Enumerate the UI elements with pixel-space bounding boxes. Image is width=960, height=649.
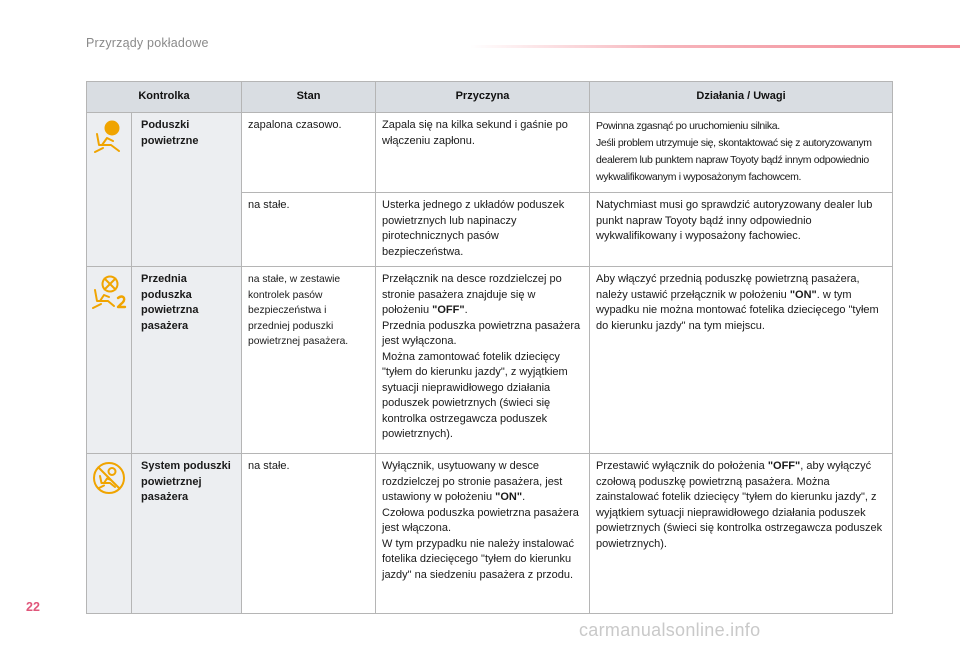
cause-paragraph: Można zamontować fotelik dziecięcy "tyłem do kierunku jazdy", z wyjątkiem sytuacji nieprawidłowego działania poduszek powietrznych (świeci się kontrolka ostrzegawcza poduszek powietrznych).: [382, 350, 568, 440]
cause-paragraph: Czołowa poduszka powietrzna pasażera jest włączona.: [382, 506, 579, 534]
airbag-system-fault-icon: [91, 460, 127, 496]
cause-text: .: [464, 304, 468, 316]
icon-cell: [87, 113, 132, 267]
action-text: Przestawić wyłącznik do położenia: [596, 460, 768, 472]
table-row: [87, 113, 893, 193]
airbag-person-icon: [91, 119, 127, 155]
action-cell: [590, 113, 893, 193]
cause-paragraph: [382, 459, 583, 506]
column-header-stan: Stan: [242, 82, 376, 113]
cause-cell: Usterka jednego z układów poduszek powietrznych lub napinaczy pirotechnicznych pasów bezpieczeństwa.: [376, 193, 590, 267]
action-cell: [590, 267, 893, 454]
cause-paragraph: Przednia poduszka powietrzna pasażera jest wyłączona.: [382, 319, 581, 347]
action-cell: [590, 454, 893, 614]
cause-switch-position: "OFF": [432, 304, 465, 316]
action-text: Aby włączyć przednią poduszkę powietrzną pasażera, należy ustawić przełącznik w położeniu: [596, 273, 860, 301]
action-text: , aby wyłączyć czołową poduszkę powietrzną pasażera. Można zainstalować fotelik dziecięcy "tyłem do kierunku jazdy", z wyjątkiem sytuacji nieprawidłowego działania poduszek powietrznych (świeci się kontrolka ostrzegawcza poduszek powietrznych).: [596, 460, 883, 550]
cause-text: .: [522, 491, 526, 503]
action-line: Jeśli problem utrzymuje się, skontaktować się z autoryzowanym dealerem lub punktem napraw Toyoty bądź innym odpowiednio wykwalifikowanym i wyposażonym fachowcem.: [596, 137, 872, 183]
icon-cell: [87, 454, 132, 614]
table-row: [87, 267, 893, 454]
state-cell: na stałe.: [242, 193, 376, 267]
state-cell: zapalona czasowo.: [242, 113, 376, 193]
watermark: carmanualsonline.info: [579, 620, 761, 640]
state-cell: na stałe, w zestawie kontrolek pasów bezpieczeństwa i przedniej poduszki powietrznej pasażera.: [242, 267, 376, 454]
cause-text: Wyłącznik, usytuowany w desce rozdzielczej po stronie pasażera, jest ustawiony w położeniu: [382, 460, 563, 503]
section-title: Przyrządy pokładowe: [86, 36, 209, 50]
action-switch-position: "OFF": [767, 460, 801, 472]
warning-name: Przednia poduszka powietrzna pasażera: [132, 267, 242, 454]
state-cell: na stałe.: [242, 454, 376, 614]
action-text: . w tym wypadku nie można montować fotelika dziecięcego "tyłem do kierunku jazdy" na tym miejscu.: [596, 288, 879, 332]
cause-cell: [376, 454, 590, 614]
column-header-dzialania: Działania / Uwagi: [590, 82, 893, 113]
cause-switch-position: "ON": [495, 491, 523, 503]
warning-name: System poduszki powietrznej pasażera: [132, 454, 242, 614]
header-divider: [470, 45, 960, 48]
passenger-airbag-off-icon: [90, 273, 128, 313]
action-cell: Natychmiast musi go sprawdzić autoryzowany dealer lub punkt napraw Toyoty bądź inny odpowiednio wykwalifikowany i wyposażony fachowiec.: [590, 193, 893, 267]
column-header-przyczyna: Przyczyna: [376, 82, 590, 113]
action-line: Powinna zgasnąć po uruchomieniu silnika.: [596, 120, 780, 132]
table-row: [87, 454, 893, 614]
cause-cell: Zapala się na kilka sekund i gaśnie po włączeniu zapłonu.: [376, 113, 590, 193]
page-number: 22: [26, 600, 40, 614]
column-header-kontrolka: Kontrolka: [87, 82, 242, 113]
cause-text: Przełącznik na desce rozdzielczej po stronie pasażera znajduje się w położeniu: [382, 273, 562, 316]
cause-paragraph: W tym przypadku nie należy instalować fotelika dziecięcego "tyłem do kierunku jazdy" na siedzeniu pasażera z przodu.: [382, 537, 574, 581]
action-switch-position: "ON": [789, 288, 817, 301]
warning-lights-table: [86, 81, 893, 614]
table-header-row: [87, 82, 893, 113]
cause-cell: [376, 267, 590, 454]
cause-paragraph: [382, 272, 583, 319]
icon-cell: [87, 267, 132, 454]
warning-name: Poduszki powietrzne: [132, 113, 242, 267]
